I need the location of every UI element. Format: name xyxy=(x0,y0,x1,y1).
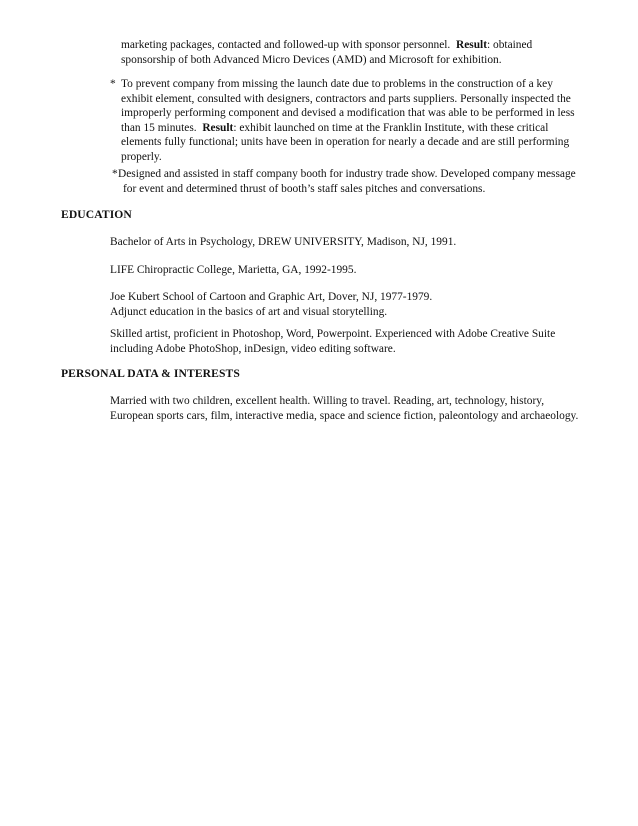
education-entry-kubert xyxy=(110,290,584,319)
education-entry-kubert-adjunct: Adjunct education in the basics of art and visual storytelling. xyxy=(110,305,388,318)
bullet-item-launch xyxy=(110,77,582,165)
bullet-item-booth xyxy=(112,167,584,196)
education-entry-skills: Skilled artist, proficient in Photoshop, Word, Powerpoint. Experienced with Adobe Creative Suite including Adobe PhotoShop, inDesign, video editing software. xyxy=(110,328,556,355)
bullet-text-before: To prevent company from missing the launch date due to problems in the construction of a key exhibit element, consulted with designers, contractors and parts suppliers. Personally inspected the improperly performing component and devised a modification that was able to be performed in less than 15 minutes. xyxy=(121,78,575,134)
personal-heading: PERSONAL DATA & INTERESTS xyxy=(61,367,240,380)
bullet-text: Designed and assisted in staff company booth for industry trade show. Developed company message for event and determined thrust of booth’s staff sales pitches and conversations. xyxy=(118,168,576,195)
continuation-line-1-after: : obtained xyxy=(487,39,533,51)
education-entry-life: LIFE Chiropractic College, Marietta, GA, 1992-1995. xyxy=(110,264,357,276)
bullet-marker: * xyxy=(112,168,118,180)
continuation-line-2: sponsorship of both Advanced Micro Devices (AMD) and Microsoft for exhibition. xyxy=(121,53,502,66)
experience-continuation xyxy=(121,38,581,67)
continuation-line-1: marketing packages, contacted and followed-up with sponsor personnel. xyxy=(121,39,451,51)
result-label: Result xyxy=(456,39,488,51)
education-heading: EDUCATION xyxy=(61,208,132,221)
education-entry-drew: Bachelor of Arts in Psychology, DREW UNIVERSITY, Madison, NJ, 1991. xyxy=(110,236,457,248)
bullet-marker: * xyxy=(110,78,116,90)
education-entry-kubert-school: Joe Kubert School of Cartoon and Graphic Art, Dover, NJ, 1977-1979. xyxy=(110,291,433,303)
personal-text: Married with two children, excellent health. Willing to travel. Reading, art, technology, history, European sports cars, film, interactive media, space and science fiction, paleontology and archaeology. xyxy=(110,395,579,422)
result-label: Result xyxy=(202,121,234,134)
bullet-text-after: : exhibit launched on time at the Franklin Institute, with these critical elements fully functional; units have been in operation for nearly a decade and are still performing properly. xyxy=(121,121,570,163)
